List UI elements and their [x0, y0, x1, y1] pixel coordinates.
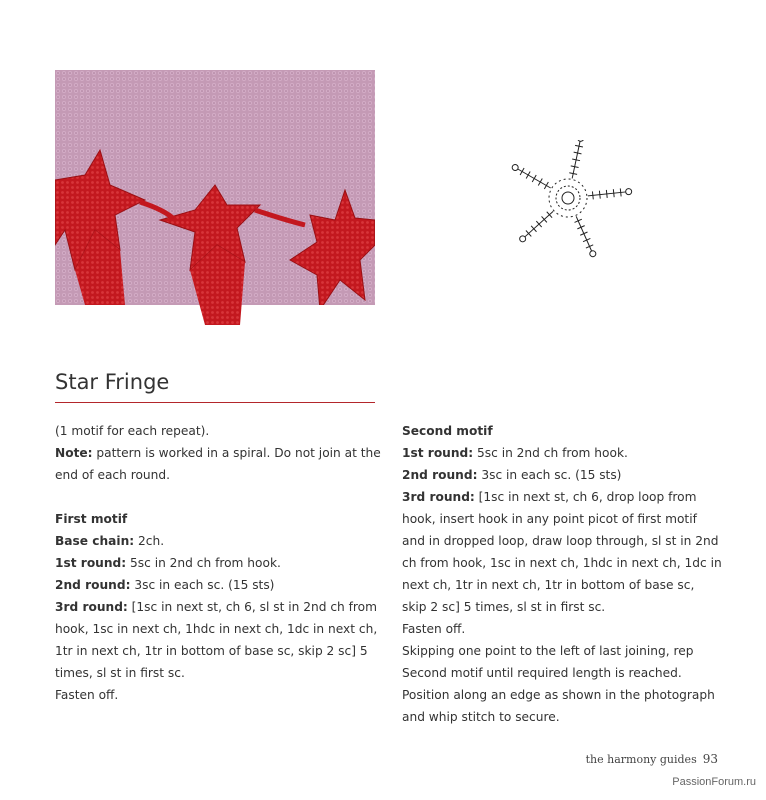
note-text: pattern is worked in a spiral. Do not join at the end of each round.: [55, 446, 381, 482]
base-chain-paragraph: [55, 530, 385, 552]
round3-text: [1sc in next st, ch 6, drop loop from hook, insert hook in any point picot of first motif and in dropped loop, draw loop through, sl st in 2nd ch from hook, 1sc in next ch, 1hdc in next ch, 1dc in next ch, 1tr in next ch, 1tr in bottom of base sc, skip 2 sc] 5 times, sl st in first sc.: [402, 490, 722, 614]
star-fringe-photo: [55, 70, 375, 330]
fasten-off-text: Fasten off.: [402, 622, 466, 636]
third-round-paragraph: [402, 486, 722, 618]
page-number: 93: [702, 752, 718, 766]
note-paragraph: [55, 442, 385, 486]
base-chain-label: Base chain:: [55, 534, 135, 548]
round2-label: 2nd round:: [55, 578, 131, 592]
base-chain-text: 2ch.: [134, 534, 165, 548]
round1-label: 1st round:: [402, 446, 474, 460]
first-round-paragraph: [55, 552, 385, 574]
skipping-text: Skipping one point to the left of last joining, rep Second motif until required length is reached.: [402, 644, 694, 680]
round1-label: 1st round:: [55, 556, 127, 570]
page-title: Star Fringe: [55, 370, 170, 394]
intro-text: (1 motif for each repeat).: [55, 424, 210, 438]
note-label: Note:: [55, 446, 93, 460]
round2-text: 3sc in each sc. (15 sts): [477, 468, 622, 482]
title-rule: [55, 402, 375, 403]
first-round-paragraph: [402, 442, 722, 464]
left-column: [55, 420, 385, 706]
first-motif-heading: First motif: [55, 512, 128, 526]
second-round-paragraph: [402, 464, 722, 486]
second-round-paragraph: [55, 574, 385, 596]
right-column: [402, 420, 722, 728]
fasten-off-text: Fasten off.: [55, 688, 119, 702]
round2-label: 2nd round:: [402, 468, 478, 482]
watermark: PassionForum.ru: [672, 776, 756, 788]
round3-label: 3rd round:: [402, 490, 475, 504]
round1-text: 5sc in 2nd ch from hook.: [473, 446, 628, 460]
page-footer: [586, 752, 718, 766]
position-text: Position along an edge as shown in the photograph and whip stitch to secure.: [402, 688, 715, 724]
second-motif-heading: Second motif: [402, 424, 493, 438]
round3-label: 3rd round:: [55, 600, 128, 614]
footer-title: the harmony guides: [585, 753, 697, 766]
round1-text: 5sc in 2nd ch from hook.: [126, 556, 281, 570]
round2-text: 3sc in each sc. (15 sts): [130, 578, 275, 592]
third-round-paragraph: [55, 596, 385, 684]
round3-text: [1sc in next st, ch 6, sl st in 2nd ch from hook, 1sc in next ch, 1hdc in next ch, 1dc in next ch, 1tr in next ch, 1tr in bottom of base sc, skip 2 sc] 5 times, sl st in first sc.: [55, 600, 378, 680]
crochet-chart-diagram: [500, 140, 640, 270]
